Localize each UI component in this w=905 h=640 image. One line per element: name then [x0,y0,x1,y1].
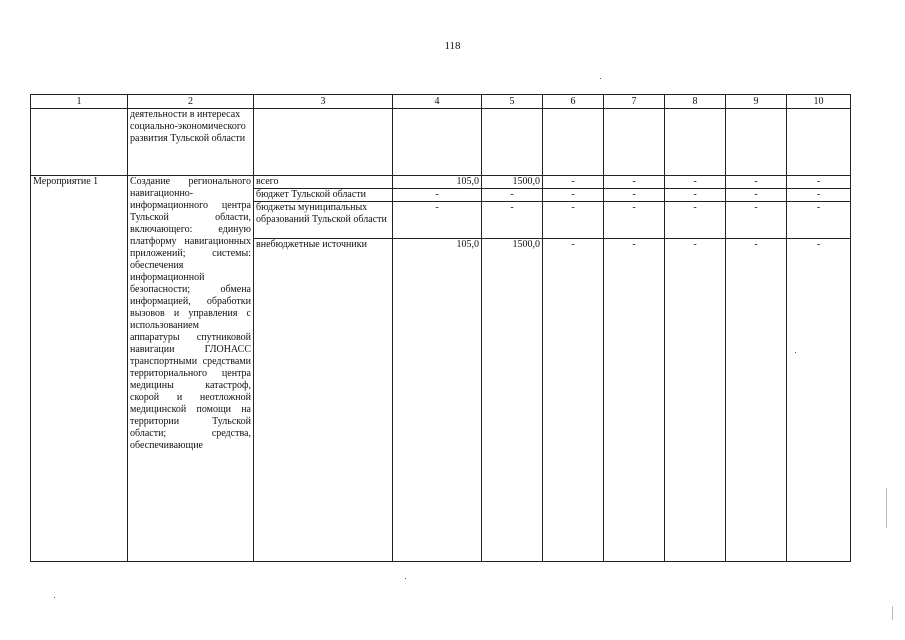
value-cell: - [787,239,851,562]
value-cell: 1500,0 [482,239,543,562]
header-col-7: 7 [604,95,665,109]
header-col-2: 2 [128,95,254,109]
scan-speck [600,78,601,79]
header-row [31,95,851,109]
scan-speck [892,606,893,620]
funding-source: внебюджетные источники [254,239,393,562]
value-cell: - [543,239,604,562]
value-cell: - [482,189,543,202]
value-cell: 105,0 [393,176,482,189]
value-cell: - [665,189,726,202]
header-col-3: 3 [254,95,393,109]
value-cell: - [543,189,604,202]
scan-speck [795,352,796,353]
table-cell [543,109,604,176]
funding-source: бюджет Тульской области [254,189,393,202]
header-col-4: 4 [393,95,482,109]
value-cell: - [665,239,726,562]
value-cell: - [482,202,543,239]
table-cell [31,109,128,176]
value-cell: 105,0 [393,239,482,562]
value-cell: - [543,202,604,239]
table-cell [254,109,393,176]
table-row [31,176,851,189]
header-col-9: 9 [726,95,787,109]
table-cell [393,109,482,176]
continued-description: деятельности в интересах социально-экономического развития Тульской области [128,109,254,176]
header-col-8: 8 [665,95,726,109]
value-cell: - [726,202,787,239]
value-cell: - [604,202,665,239]
table-cell [787,109,851,176]
header-col-5: 5 [482,95,543,109]
scan-speck [54,597,55,598]
value-cell: - [543,176,604,189]
header-col-1: 1 [31,95,128,109]
value-cell: - [787,189,851,202]
value-cell: - [665,176,726,189]
scan-speck [405,578,406,579]
value-cell: - [604,239,665,562]
value-cell: - [393,202,482,239]
activity-description: Создание регионального навигационно-информационного центра Тульской области, включающего: единую платформу навигационных приложений; системы: обеспечения информационной безопасности; обмена информацией, обработки вызовов и управления с использованием аппаратуры спутниковой навигации ГЛОНАСС транспортными средствами территориального центра медицины катастроф, скорой и неотложной медицинской помощи на территории Тульской области; средства, обеспечивающие [128,176,254,562]
funding-table [30,94,851,562]
funding-source: бюджеты муниципальных образований Тульской области [254,202,393,239]
table-cell [665,109,726,176]
table-cell [726,109,787,176]
value-cell: - [604,176,665,189]
table-cell [604,109,665,176]
header-col-10: 10 [787,95,851,109]
value-cell: - [726,189,787,202]
value-cell: - [665,202,726,239]
header-col-6: 6 [543,95,604,109]
value-cell: - [393,189,482,202]
page-number: 118 [444,40,461,52]
activity-label: Мероприятие 1 [31,176,128,562]
value-cell: - [787,202,851,239]
value-cell: - [787,176,851,189]
value-cell: - [726,176,787,189]
scan-speck [886,488,887,528]
funding-source: всего [254,176,393,189]
value-cell: - [726,239,787,562]
table-row-continued [31,109,851,176]
value-cell: 1500,0 [482,176,543,189]
value-cell: - [604,189,665,202]
table-cell [482,109,543,176]
